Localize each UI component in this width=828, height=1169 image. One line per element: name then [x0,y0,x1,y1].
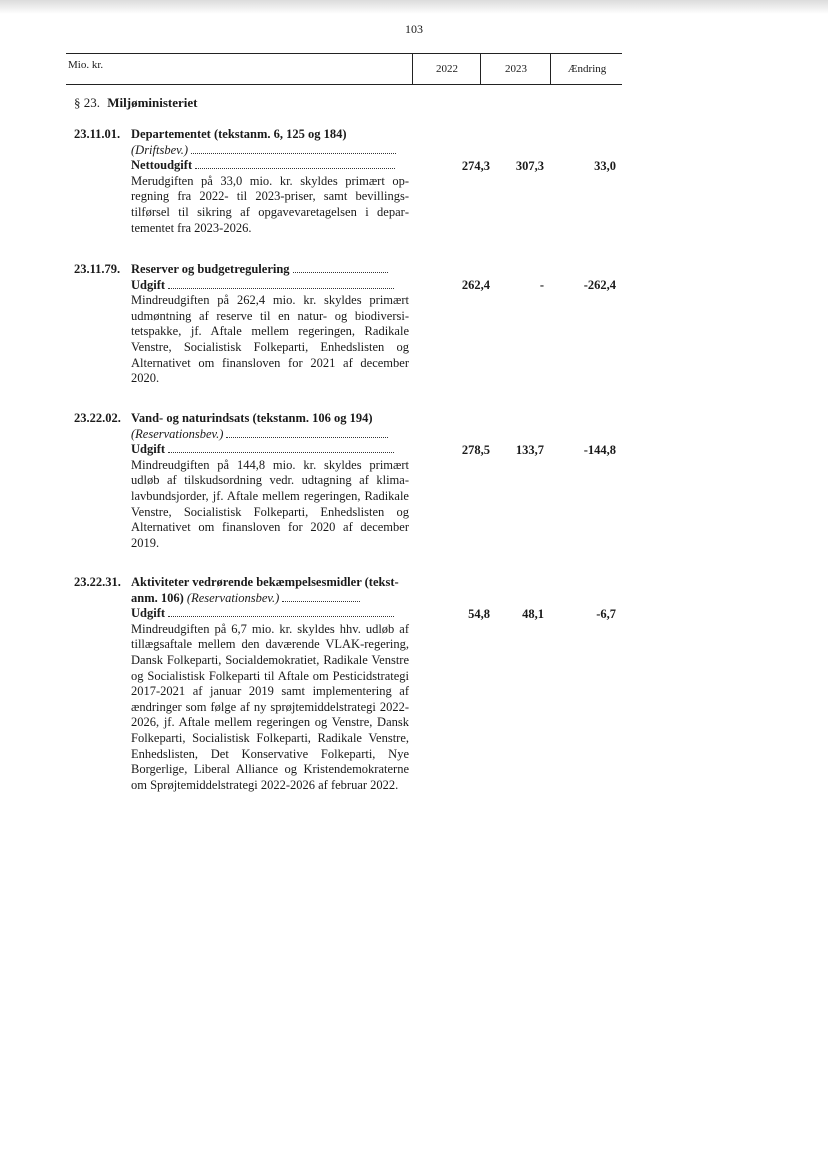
table-header [66,53,622,85]
entry-subtitle: (Reservationsbev.) [186,590,280,605]
entry-kind: Udgift [131,606,166,621]
column-header-2023: 2023 [480,54,551,84]
unit-label: Mio. kr. [68,59,104,71]
value-2023: - [539,278,544,292]
value-2022: 54,8 [468,607,490,621]
entry-description: Mindreudgiften på 6,7 mio. kr. skyldes hhv. udløb af tillægsaftale mellem den daværende VLAK-regering, Dansk Folkeparti, Socialdemokratiet, Radikale Venstre og Socialistisk Folkeparti til Aftale om Pesticidstrategi 2017-2021 af januar 2019 samt implementering af ændringer som følge af ny sprøjtemiddelstrategi 2022-2026, jf. Aftale mellem regeringen og Venstre, Dansk Folkeparti, Socialistisk Folkeparti, Radikale Venstre, Enhedslisten, Det Konservative Folkeparti, Nye Borgerlige, Liberal Alliance og Kristendemokraterne om Sprøjtemiddelstrategi 2022-2026 af februar 2022. [131,621,409,792]
value-change: -6,7 [596,607,616,621]
column-header-change: Ændring [550,54,623,84]
value-change: -144,8 [583,443,616,457]
section-title [74,95,198,111]
entry-subtitle: (Reservationsbev.) [131,426,224,441]
dot-leader [168,451,394,453]
value-2022: 262,4 [461,278,490,292]
entry-kind: Nettoudgift [131,158,193,173]
entry-kind: Udgift [131,277,166,292]
entry-description: Mindreudgiften på 262,4 mio. kr. skyldes primært udmøntning af reserve til en natur- og biodiversitetspakke, jf. Aftale mellem regeringen, Radikale Venstre, Socialistisk Folkeparti, Enhedslisten og Alternativet om finansloven for 2021 af december 2020. [131,293,409,386]
value-change: -262,4 [583,278,616,292]
value-change: 33,0 [594,159,616,173]
entry-number: 23.22.02. [74,411,121,425]
section-sign: § 23. [74,95,100,110]
dot-leader [195,167,395,169]
section-name: Miljøministeriet [107,95,198,110]
value-2022: 274,3 [461,159,490,173]
entry-number: 23.11.01. [74,127,121,141]
entry-number: 23.11.79. [74,262,121,276]
entry-kind: Udgift [131,442,166,457]
entry-number: 23.22.31. [74,575,121,589]
dot-leader [293,271,388,273]
dot-leader [168,287,394,289]
entry-description: Merudgiften på 33,0 mio. kr. skyldes primært opregning fra 2022- til 2023-priser, samt bevillingstilførsel til sikring af opgavevaretagelsen i departementet fra 2023-2026. [131,173,409,235]
column-header-2022: 2022 [412,54,481,84]
scan-edge [0,0,828,14]
dot-leader [282,600,360,602]
value-2023: 133,7 [515,443,544,457]
value-2023: 307,3 [515,159,544,173]
dot-leader [226,436,388,438]
dot-leader [191,152,396,154]
entry-title: Reserver og budgetregulering [131,262,290,276]
entry-description: Mindreudgiften på 144,8 mio. kr. skyldes primært udløb af tilskudsordning vedr. udtagning af klima-lavbundsjorder, jf. Aftale mellem regeringen, Radikale Venstre, Socialistisk Folkeparti, Enhedslisten og Alternativet om finansloven for 2020 af december 2019. [131,457,409,550]
dot-leader [168,615,394,617]
value-2022: 278,5 [461,443,490,457]
value-2023: 48,1 [522,607,544,621]
entry-title: Vand- og naturindsats (tekstanm. 106 og 194) [131,411,373,425]
entry-title: Departementet (tekstanm. 6, 125 og 184) [131,127,347,141]
entry-subtitle: (Driftsbev.) [131,142,189,157]
entry-title: Aktiviteter vedrørende bekæmpelsesmidler (tekstanm. 106) [131,575,399,605]
page-number: 103 [405,22,423,36]
